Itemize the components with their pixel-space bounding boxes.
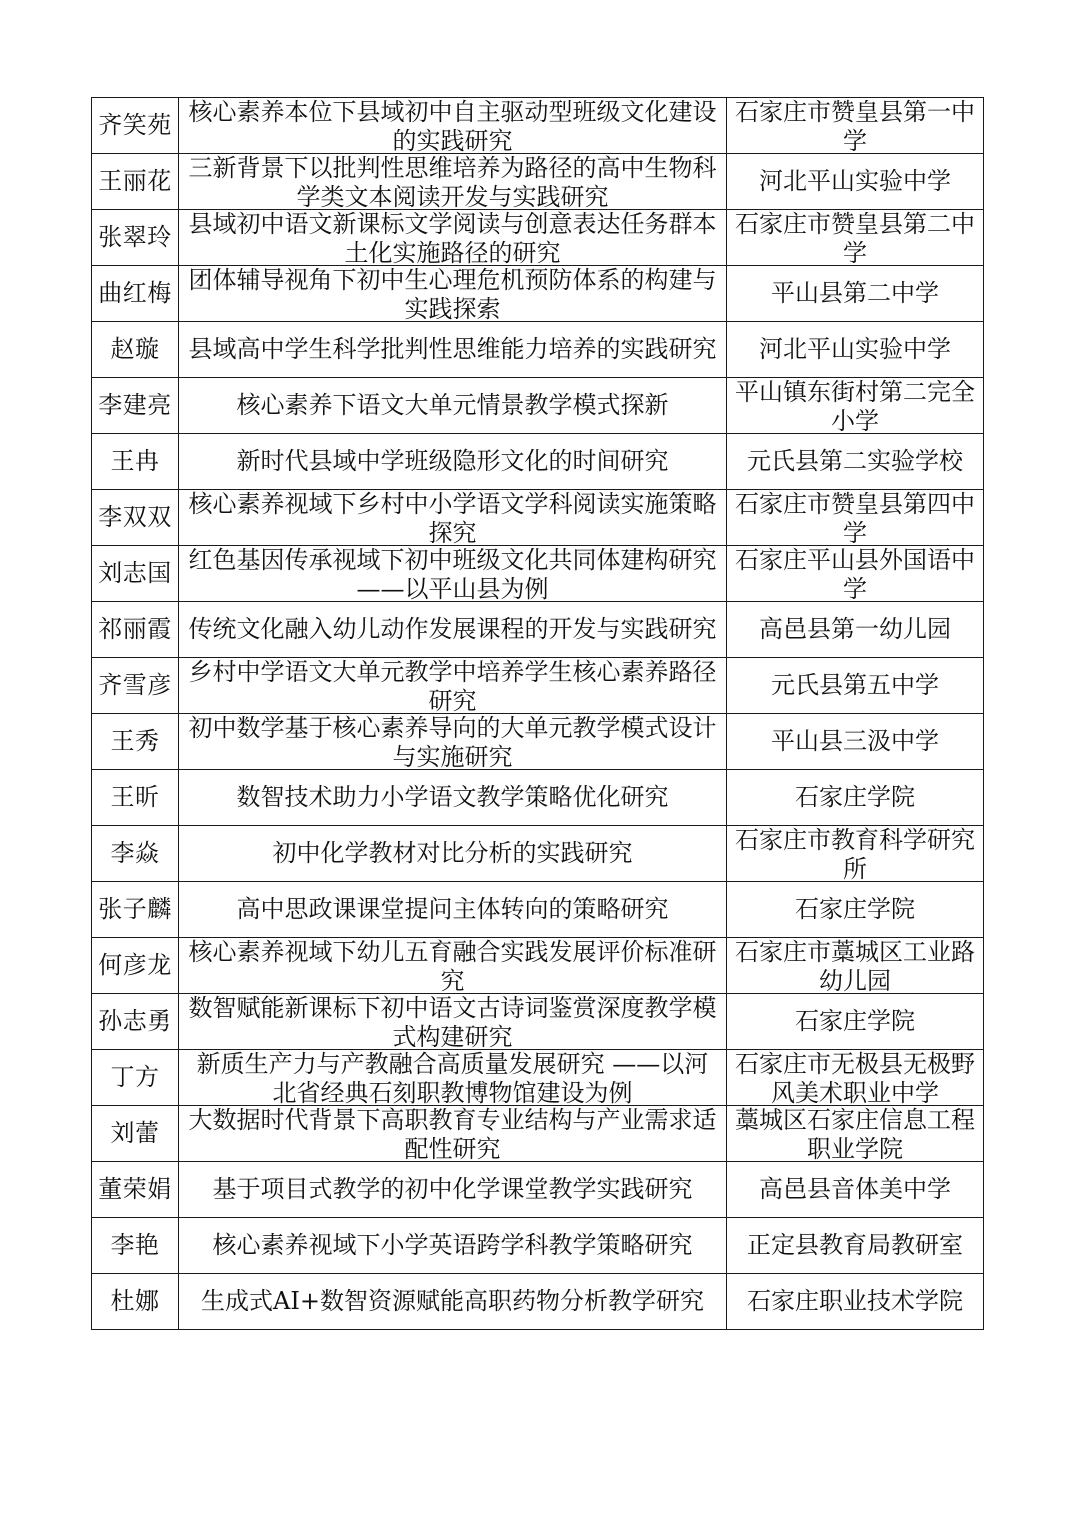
name-cell: 王昕 [92,770,179,826]
name-cell: 杜娜 [92,1274,179,1330]
project-title-cell: 核心素养视域下乡村中小学语文学科阅读实施策略探究 [179,490,727,546]
organization-cell: 石家庄平山县外国语中学 [727,546,984,602]
table-row [92,210,984,266]
name-cell: 丁方 [92,1050,179,1106]
project-title-cell: 初中数学基于核心素养导向的大单元教学模式设计与实施研究 [179,714,727,770]
name-cell: 董荣娟 [92,1162,179,1218]
name-cell: 曲红梅 [92,266,179,322]
organization-cell: 高邑县音体美中学 [727,1162,984,1218]
table-row [92,266,984,322]
table-row [92,938,984,994]
table-row [92,1218,984,1274]
organization-cell: 平山县三汲中学 [727,714,984,770]
name-cell: 赵璇 [92,322,179,378]
name-cell: 李焱 [92,826,179,882]
organization-cell: 石家庄市无极县无极野风美术职业中学 [727,1050,984,1106]
project-title-cell: 生成式AI+数智资源赋能高职药物分析教学研究 [179,1274,727,1330]
organization-cell: 平山镇东街村第二完全小学 [727,378,984,434]
table-row [92,154,984,210]
project-title-cell: 基于项目式教学的初中化学课堂教学实践研究 [179,1162,727,1218]
organization-cell: 石家庄市赞皇县第二中学 [727,210,984,266]
project-title-cell: 新质生产力与产教融合高质量发展研究 ——以河北省经典石刻职教博物馆建设为例 [179,1050,727,1106]
organization-cell: 石家庄市教育科学研究所 [727,826,984,882]
organization-cell: 石家庄职业技术学院 [727,1274,984,1330]
organization-cell: 正定县教育局教研室 [727,1218,984,1274]
table-row [92,1050,984,1106]
project-title-cell: 核心素养本位下县域初中自主驱动型班级文化建设的实践研究 [179,98,727,154]
project-title-cell: 数智技术助力小学语文教学策略优化研究 [179,770,727,826]
name-cell: 李艳 [92,1218,179,1274]
project-title-cell: 县域高中学生科学批判性思维能力培养的实践研究 [179,322,727,378]
name-cell: 张翠玲 [92,210,179,266]
project-title-cell: 高中思政课课堂提问主体转向的策略研究 [179,882,727,938]
table-row [92,1106,984,1162]
organization-cell: 河北平山实验中学 [727,154,984,210]
table-row [92,378,984,434]
table-row [92,658,984,714]
project-title-cell: 团体辅导视角下初中生心理危机预防体系的构建与实践探索 [179,266,727,322]
project-title-cell: 核心素养视域下幼儿五育融合实践发展评价标准研究 [179,938,727,994]
name-cell: 齐笑苑 [92,98,179,154]
organization-cell: 藁城区石家庄信息工程职业学院 [727,1106,984,1162]
organization-cell: 河北平山实验中学 [727,322,984,378]
name-cell: 刘志国 [92,546,179,602]
table-body [92,98,984,1330]
name-cell: 孙志勇 [92,994,179,1050]
project-title-cell: 核心素养视域下小学英语跨学科教学策略研究 [179,1218,727,1274]
organization-cell: 石家庄学院 [727,994,984,1050]
table-row [92,434,984,490]
table-row [92,322,984,378]
project-title-cell: 初中化学教材对比分析的实践研究 [179,826,727,882]
name-cell: 祁丽霞 [92,602,179,658]
organization-cell: 元氏县第五中学 [727,658,984,714]
project-title-cell: 大数据时代背景下高职教育专业结构与产业需求适配性研究 [179,1106,727,1162]
name-cell: 王冉 [92,434,179,490]
project-title-cell: 红色基因传承视域下初中班级文化共同体建构研究——以平山县为例 [179,546,727,602]
table-row [92,1274,984,1330]
name-cell: 刘蕾 [92,1106,179,1162]
project-title-cell: 数智赋能新课标下初中语文古诗词鉴赏深度教学模式构建研究 [179,994,727,1050]
name-cell: 王丽花 [92,154,179,210]
organization-cell: 石家庄市赞皇县第四中学 [727,490,984,546]
project-title-cell: 乡村中学语文大单元教学中培养学生核心素养路径研究 [179,658,727,714]
project-title-cell: 三新背景下以批判性思维培养为路径的高中生物科学类文本阅读开发与实践研究 [179,154,727,210]
name-cell: 齐雪彦 [92,658,179,714]
table-row [92,602,984,658]
table-row [92,1162,984,1218]
table-row [92,98,984,154]
table-row [92,490,984,546]
organization-cell: 高邑县第一幼儿园 [727,602,984,658]
name-cell: 李建亮 [92,378,179,434]
project-title-cell: 传统文化融入幼儿动作发展课程的开发与实践研究 [179,602,727,658]
name-cell: 张子麟 [92,882,179,938]
project-list-table [91,97,984,1330]
name-cell: 王秀 [92,714,179,770]
organization-cell: 石家庄市藁城区工业路幼儿园 [727,938,984,994]
table-row [92,994,984,1050]
project-title-cell: 新时代县域中学班级隐形文化的时间研究 [179,434,727,490]
table-row [92,546,984,602]
table-row [92,826,984,882]
organization-cell: 石家庄学院 [727,882,984,938]
organization-cell: 石家庄市赞皇县第一中学 [727,98,984,154]
table-row [92,714,984,770]
organization-cell: 石家庄学院 [727,770,984,826]
table-row [92,770,984,826]
name-cell: 何彦龙 [92,938,179,994]
table-row [92,882,984,938]
project-title-cell: 县域初中语文新课标文学阅读与创意表达任务群本土化实施路径的研究 [179,210,727,266]
name-cell: 李双双 [92,490,179,546]
project-title-cell: 核心素养下语文大单元情景教学模式探新 [179,378,727,434]
organization-cell: 平山县第二中学 [727,266,984,322]
organization-cell: 元氏县第二实验学校 [727,434,984,490]
